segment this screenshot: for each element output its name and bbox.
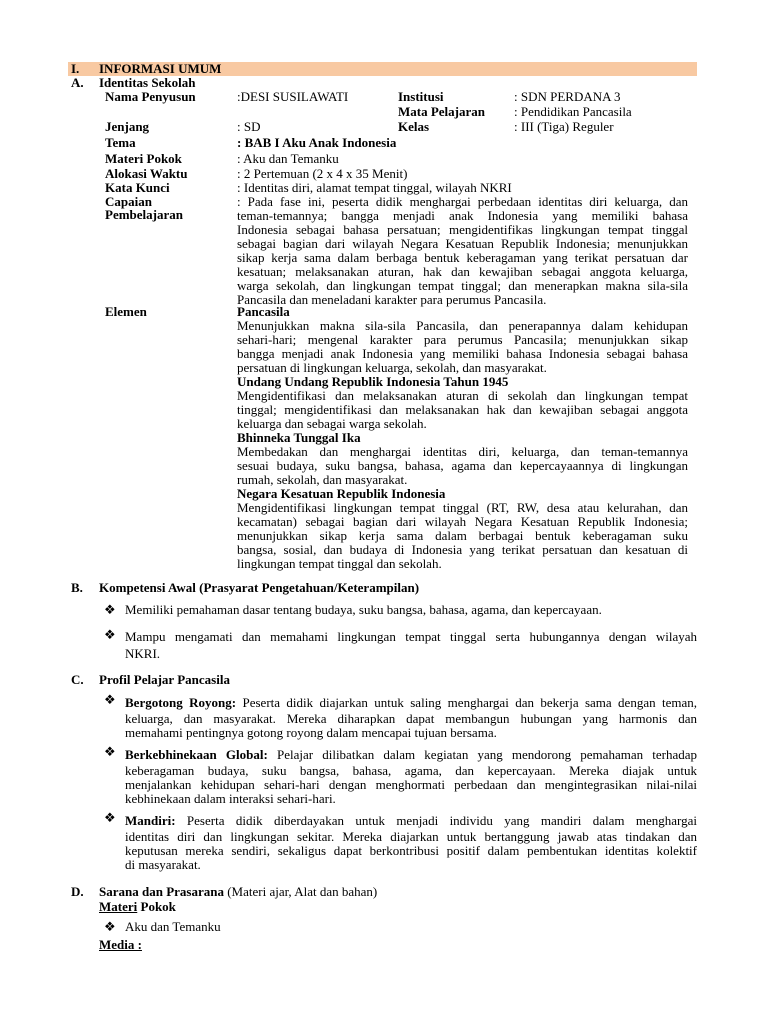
profil-line: memahami pentingnya gotong royong dalam mencapai tujuan bersama.: [125, 725, 497, 740]
capaian-line: kesatuan; melaksanakan aturan, hak dan kewajiban sebagai anggota keluarga,: [237, 264, 688, 279]
capaian-line: : Pada fase ini, peserta didik menghargai perbedaan identitas diri keluarga, dan: [237, 194, 688, 209]
elemen-block: [237, 305, 688, 571]
jenjang-label: Jenjang: [105, 119, 150, 134]
profil-line: di masyarakat.: [125, 857, 201, 872]
elemen-line: kecamatan) sebagai bagian dari wilayah Negara Kesatuan Republik Indonesia;: [237, 514, 688, 529]
profil-first-line: [125, 745, 697, 764]
section-d-number: D.: [71, 884, 84, 899]
profil-item-gotong-royong: [125, 693, 697, 740]
institusi-value: : SDN PERDANA 3: [514, 89, 621, 104]
elemen-line: sesuai budaya, suku bangsa, bahasa, agama dan kepercayaannya di lingkungan: [237, 458, 688, 473]
capaian-line: sikap kerja sama dalam berbaga bentuk keberagaman yang terikat persatuan dar: [237, 250, 688, 265]
profil-item-mandiri: [125, 811, 697, 872]
tema-label: Tema: [105, 135, 136, 150]
bullet-icon: ❖: [104, 627, 116, 642]
elemen-label: Elemen: [105, 304, 147, 319]
section-d-title: [99, 885, 377, 899]
section-a-number: A.: [71, 75, 84, 90]
kata-kunci-value: : Identitas diri, alamat tempat tinggal, wilayah NKRI: [237, 180, 512, 195]
profil-item-berkebhinekaan: [125, 745, 697, 806]
profil-first-text: Pelajar dilibatkan dalam kegiatan yang mendorong pemahaman terhadap: [267, 747, 698, 762]
profil-first-text: Peserta didik diberdayakan untuk menjadi individu yang mandiri dalam menghargai: [175, 813, 697, 828]
kata-kunci-label: Kata Kunci: [105, 180, 170, 195]
mata-pelajaran-label: Mata Pelajaran: [398, 104, 486, 119]
profil-line: menjalankan kehidupan sehari-hari dengan menghormati perbedaan dan mengintegrasikan nilai-nilai: [125, 777, 697, 792]
capaian-label-2: Pembelajaran: [105, 207, 183, 222]
bullet-icon: ❖: [104, 692, 116, 707]
materi-item: Aku dan Temanku: [125, 919, 221, 934]
nama-penyusun-value: :DESI SUSILAWATI: [237, 89, 349, 104]
materi-pokok-heading: [99, 900, 176, 914]
profil-line: keberagaman budaya, suku bangsa, bahasa, agama, dan kepercayaan. Mereka diajak untuk: [125, 763, 697, 778]
profil-line: identitas diri dan lingkungan sekitar. Mereka diajarkan untuk bertanggung jawab atas tindakan dan: [125, 829, 697, 844]
elemen-line: Mengidentifikasi dan melaksanakan aturan di sekolah dan lingkungan tempat: [237, 388, 688, 403]
elemen-line: sehari-hari; mengenal karakter para perumus Pancasila; menunjukkan sikap: [237, 332, 688, 347]
profil-first-line: [125, 811, 697, 830]
capaian-line: Indonesia sebagai bahasa persatuan; mengidentifikas lingkungan tempat tinggal: [237, 222, 688, 237]
section-b-title-rest: Prasyarat Pengetahuan/Keterampilan): [203, 580, 420, 595]
kompetensi-item-2: [125, 628, 697, 662]
elemen-line: bangga menjadi anak Indonesia yang memiliki bahasa Indonesia sebagai bahasa: [237, 346, 688, 361]
capaian-line: warga sekolah, dan lingkungan tempat tinggal; dan menerapkan makna sila-sila: [237, 278, 688, 293]
profil-line: keluarga, dan masyarakat. Mereka diharapkan dapat membangun hubungan yang harmonis dan: [125, 711, 697, 726]
section-i-number: I.: [71, 61, 80, 76]
elemen-line: Menunjukkan makna sila-sila Pancasila, dan penerapannya dalam kehidupan: [237, 318, 688, 333]
bullet-icon: ❖: [104, 919, 116, 934]
capaian-text: [237, 195, 688, 307]
kompetensi-line: Mampu mengamati dan memahami lingkungan tempat tinggal serta hubungannya dengan wilayah: [125, 629, 697, 644]
section-i-title: INFORMASI UMUM: [99, 61, 222, 76]
media-heading: Media :: [99, 937, 142, 952]
materi-pokok-label: Materi Pokok: [105, 151, 182, 166]
capaian-label-1: Capaian: [105, 194, 152, 209]
section-b-number: B.: [71, 580, 83, 595]
capaian-line: teman-temannya; bangga menjadi anak Indonesia yang memiliki bahasa: [237, 208, 688, 223]
materi-heading-rest: Pokok: [137, 899, 176, 914]
alokasi-waktu-label: Alokasi Waktu: [105, 166, 188, 181]
bullet-icon: ❖: [104, 810, 116, 825]
section-b-title: [99, 581, 419, 595]
profil-line: keputusan mereka sendiri, sekaligus dapat berkontribusi positif dalam pembentukan identitas kolektif: [125, 843, 697, 858]
elemen-title: Negara Kesatuan Republik Indonesia: [237, 486, 446, 501]
elemen-title: Undang Undang Republik Indonesia Tahun 1945: [237, 374, 509, 389]
jenjang-value: : SD: [237, 119, 261, 134]
elemen-title: Pancasila: [237, 304, 290, 319]
elemen-line: keluarga dan sebagai warga sekolah.: [237, 416, 427, 431]
elemen-line: bangsa, sosial, dan budaya di Indonesia yang terikat persatuan dan kesatuan di: [237, 542, 688, 557]
tema-value: : BAB I Aku Anak Indonesia: [237, 135, 397, 150]
mata-pelajaran-value: : Pendidikan Pancasila: [514, 104, 632, 119]
section-a-title: Identitas Sekolah: [99, 75, 196, 90]
section-d-title-rest: (Materi ajar, Alat dan bahan): [223, 884, 378, 899]
section-b-title-main: Kompetensi Awal (: [99, 580, 204, 595]
elemen-line: Membedakan dan menghargai identitas diri, keluarga, dan teman-temannya: [237, 444, 688, 459]
elemen-line: rumah, sekolah, dan masyarakat.: [237, 472, 408, 487]
profil-bold-label: Berkebhinekaan Global:: [125, 747, 268, 762]
profil-bold-label: Bergotong Royong:: [125, 695, 237, 710]
bullet-icon: ❖: [104, 744, 116, 759]
capaian-line: Pancasila dan meneladani karakter para perumus Pancasila.: [237, 292, 547, 307]
kelas-value: : III (Tiga) Reguler: [514, 119, 614, 134]
kelas-label: Kelas: [398, 119, 430, 134]
profil-first-line: [125, 693, 697, 712]
materi-pokok-value: : Aku dan Temanku: [237, 151, 339, 166]
section-c-title: Profil Pelajar Pancasila: [99, 672, 230, 687]
elemen-line: lingkungan tempat tinggal dan sekolah.: [237, 556, 442, 571]
profil-line: kebhinekaan dalam interaksi sehari-hari.: [125, 791, 336, 806]
elemen-line: persatuan di lingkungan keluarga, sekolah, dan masyarakat.: [237, 360, 547, 375]
elemen-title: Bhinneka Tunggal Ika: [237, 430, 361, 445]
elemen-line: Mengidentifikasi lingkungan tempat tinggal (RT, RW, desa atau kelurahan, dan: [237, 500, 688, 515]
kompetensi-item-1: Memiliki pemahaman dasar tentang budaya, suku bangsa, bahasa, agama, dan kepercayaan.: [125, 602, 602, 617]
capaian-line: sebagai bagian dari wilayah Negara Kesatuan Republik Indonesia; menunjukkan: [237, 236, 688, 251]
nama-penyusun-label: Nama Penyusun: [105, 89, 196, 104]
kompetensi-line: NKRI.: [125, 646, 161, 661]
elemen-line: menunjukkan sikap kerja sama dalam berbagai bentuk keberagaman suku: [237, 528, 688, 543]
elemen-line: tinggal; mengidentifikasi dan melaksanakan hak dan kewajiban sebagai anggota: [237, 402, 688, 417]
profil-first-text: Peserta didik diajarkan untuk saling menghargai dan bekerja sama dengan teman,: [236, 695, 697, 710]
section-d-title-main: Sarana dan Prasarana: [99, 884, 224, 899]
section-c-number: C.: [71, 672, 84, 687]
bullet-icon: ❖: [104, 602, 116, 617]
alokasi-waktu-value: : 2 Pertemuan (2 x 4 x 35 Menit): [237, 166, 408, 181]
profil-bold-label: Mandiri:: [125, 813, 176, 828]
materi-heading-underlined: Materi: [99, 899, 138, 914]
institusi-label: Institusi: [398, 89, 444, 104]
